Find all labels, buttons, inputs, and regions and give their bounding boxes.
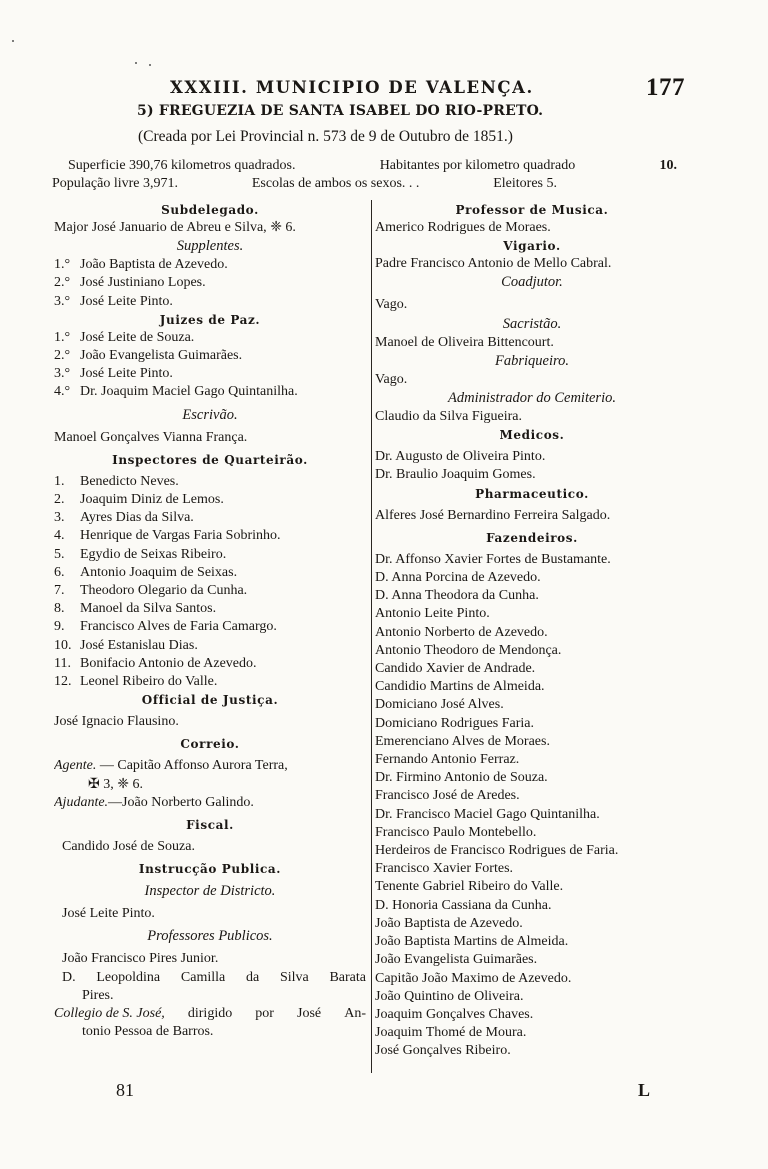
professor-entry-1: João Francisco Pires Junior. bbox=[62, 951, 219, 967]
juiz-entry bbox=[54, 347, 366, 365]
juiz-number: 3.° bbox=[54, 366, 71, 382]
subdelegado-entry bbox=[54, 219, 366, 237]
statistics-line-1 bbox=[52, 157, 677, 175]
inspector-name: Francisco Alves de Faria Camargo. bbox=[80, 619, 277, 635]
inspector-number: 12. bbox=[54, 674, 72, 690]
ajudante-name: —João Norberto Galindo. bbox=[108, 794, 254, 810]
statistics-line-2 bbox=[52, 175, 557, 193]
fazendeiro-entry: D. Honoria Cassiana da Cunha. bbox=[375, 897, 552, 913]
inspector-name: Egydio de Seixas Ribeiro. bbox=[80, 546, 227, 562]
juiz-number: 4.° bbox=[54, 384, 71, 400]
supplente-entry bbox=[54, 274, 366, 292]
area-stat: Superficie 390,76 kilometros quadrados. bbox=[68, 158, 296, 173]
collegio-word: An- bbox=[344, 1006, 366, 1022]
inspector-number: 10. bbox=[54, 637, 72, 653]
heading-vigario: Vigario. bbox=[503, 239, 561, 254]
order-decoration-icon: ❈ 6. bbox=[270, 220, 296, 235]
inspector-number: 5. bbox=[54, 546, 65, 562]
fiscal-entry: Candido José de Souza. bbox=[62, 839, 195, 855]
heading-professores: Professores Publicos. bbox=[147, 928, 273, 945]
inspector-entry bbox=[54, 582, 366, 600]
collegio-entry bbox=[54, 1005, 366, 1023]
left-column bbox=[54, 201, 366, 1042]
heading-juizes: Juizes de Paz. bbox=[159, 312, 261, 327]
juiz-name: José Leite Pinto. bbox=[80, 366, 173, 382]
fazendeiro-entry: Domiciano José Alves. bbox=[375, 697, 504, 713]
heading-fabriqueiro: Fabriqueiro. bbox=[495, 352, 569, 369]
heading-subdelegado: Subdelegado. bbox=[161, 203, 259, 217]
inspector-name: Manoel da Silva Santos. bbox=[80, 601, 217, 617]
inspector-name: Henrique de Vargas Faria Sobrinho. bbox=[80, 528, 281, 544]
heading-official: Official de Justiça. bbox=[141, 693, 279, 708]
heading-administrador: Administrador do Cemiterio. bbox=[448, 390, 616, 407]
fazendeiros-list bbox=[375, 551, 689, 1061]
vigario-entry: Padre Francisco Antonio de Mello Cabral. bbox=[375, 256, 612, 272]
subdelegado-name: Major José Januario de Abreu e Silva, bbox=[54, 220, 267, 235]
sacristao-entry: Manoel de Oliveira Bittencourt. bbox=[375, 334, 554, 350]
inspector-name: José Estanislau Dias. bbox=[80, 637, 198, 653]
fazendeiro-entry: Candidio Martins de Almeida. bbox=[375, 679, 545, 695]
fazendeiro-entry: Herdeiros de Francisco Rodrigues de Faria. bbox=[375, 843, 619, 859]
fazendeiro-entry: Francisco Paulo Montebello. bbox=[375, 824, 537, 840]
juiz-entry bbox=[54, 329, 366, 347]
agente-name: — Capitão Affonso Aurora Terra, bbox=[99, 758, 288, 774]
heading-sacristao: Sacristão. bbox=[502, 315, 562, 332]
fazendeiro-entry: D. Anna Porcina de Azevedo. bbox=[375, 570, 541, 586]
inspector-entry bbox=[54, 564, 366, 582]
juiz-number: 1.° bbox=[54, 329, 71, 345]
professor-entry-2 bbox=[54, 969, 366, 987]
heading-inspectores: Inspectores de Quarteirão. bbox=[112, 452, 308, 467]
inspector-entry bbox=[54, 527, 366, 545]
fazendeiro-entry: Antonio Norberto de Azevedo. bbox=[375, 624, 548, 640]
signature-letter: L bbox=[638, 1080, 651, 1100]
section-title: XXXIII. MUNICIPIO DE VALENÇA. bbox=[170, 78, 534, 97]
heading-supplentes: Supplentes. bbox=[176, 238, 244, 255]
collegio-word: José bbox=[297, 1006, 322, 1022]
juiz-entry bbox=[54, 365, 366, 383]
print-speck bbox=[149, 64, 151, 66]
inspector-number: 7. bbox=[54, 583, 65, 599]
supplente-entry bbox=[54, 293, 366, 311]
heading-fiscal: Fiscal. bbox=[186, 818, 234, 833]
running-header bbox=[0, 76, 768, 104]
official-entry: José Ignacio Flausino. bbox=[54, 714, 179, 730]
electors-stat: Eleitores 5. bbox=[493, 176, 557, 191]
administrador-entry: Claudio da Silva Figueira. bbox=[375, 409, 522, 425]
fazendeiro-entry: Capitão João Maximo de Azevedo. bbox=[375, 970, 572, 986]
fazendeiro-entry: Dr. Firmino Antonio de Souza. bbox=[375, 770, 548, 786]
inspector-entry bbox=[54, 600, 366, 618]
statistics-block bbox=[52, 157, 677, 193]
fazendeiro-entry: Antonio Theodoro de Mendonça. bbox=[375, 642, 562, 658]
fazendeiro-entry: Antonio Leite Pinto. bbox=[375, 606, 490, 622]
professor-musica-entry: Americo Rodrigues de Moraes. bbox=[375, 220, 551, 235]
inspector-number: 4. bbox=[54, 528, 65, 544]
population-stat: População livre 3,971. bbox=[52, 176, 178, 191]
supplente-number: 1.° bbox=[54, 257, 71, 273]
inspector-entry bbox=[54, 618, 366, 636]
page-number: 177 bbox=[646, 74, 685, 101]
density-value: 10. bbox=[659, 158, 677, 173]
inspector-number: 9. bbox=[54, 619, 65, 635]
fazendeiro-entry: Francisco Xavier Fortes. bbox=[375, 861, 514, 877]
heading-fazendeiros: Fazendeiros. bbox=[486, 530, 578, 545]
signature-number: 81 bbox=[116, 1080, 134, 1100]
professor-2-word: da bbox=[245, 969, 260, 985]
professor-entry-2-cont: Pires. bbox=[82, 987, 114, 1003]
collegio-word: dirigido bbox=[187, 1006, 233, 1022]
supplente-entry bbox=[54, 256, 366, 274]
inspector-number: 1. bbox=[54, 473, 65, 489]
medicos-list bbox=[375, 448, 689, 484]
heading-escrivao: Escrivão. bbox=[182, 406, 238, 423]
inspector-name: Antonio Joaquim de Seixas. bbox=[80, 564, 238, 580]
collegio-word: por bbox=[255, 1006, 274, 1022]
density-label: Habitantes por kilometro quadrado bbox=[379, 158, 576, 173]
print-speck bbox=[12, 40, 14, 42]
inspector-entry bbox=[54, 491, 366, 509]
inspector-entry bbox=[54, 655, 366, 673]
inspector-entry: José Leite Pinto. bbox=[62, 906, 155, 922]
fazendeiro-entry: João Evangelista Guimarães. bbox=[375, 952, 538, 968]
right-column bbox=[375, 201, 689, 1061]
inspector-number: 3. bbox=[54, 510, 65, 526]
inspector-entry bbox=[54, 637, 366, 655]
column-divider bbox=[371, 200, 372, 1073]
ajudante-entry bbox=[54, 794, 366, 812]
professor-2-word: Barata bbox=[329, 969, 366, 985]
juiz-name: Dr. Joaquim Maciel Gago Quintanilha. bbox=[80, 384, 298, 400]
heading-professor-musica: Professor de Musica. bbox=[455, 203, 609, 217]
agente-entry bbox=[54, 757, 366, 775]
inspector-entry bbox=[54, 546, 366, 564]
fazendeiro-entry: João Quintino de Oliveira. bbox=[375, 988, 524, 1004]
inspector-name: Benedicto Neves. bbox=[80, 473, 179, 489]
fazendeiro-entry: Emerenciano Alves de Moraes. bbox=[375, 733, 550, 749]
heading-medicos: Medicos. bbox=[499, 428, 565, 443]
ajudante-label: Ajudante. bbox=[54, 794, 109, 810]
creation-note: (Creada por Lei Provincial n. 573 de 9 de Outubro de 1851.) bbox=[138, 128, 513, 145]
supplente-number: 2.° bbox=[54, 275, 71, 291]
supplente-name: João Baptista de Azevedo. bbox=[80, 257, 228, 273]
coadjutor-entry: Vago. bbox=[375, 297, 408, 313]
fazendeiro-entry: Tenente Gabriel Ribeiro do Valle. bbox=[375, 879, 564, 895]
collegio-entry-cont: tonio Pessoa de Barros. bbox=[82, 1024, 214, 1040]
agente-label: Agente. bbox=[54, 758, 97, 774]
inspector-number: 6. bbox=[54, 564, 65, 580]
print-speck bbox=[135, 62, 137, 64]
medico-entry: Dr. Braulio Joaquim Gomes. bbox=[375, 467, 536, 483]
inspector-name: Ayres Dias da Silva. bbox=[80, 510, 194, 526]
inspector-entry bbox=[54, 673, 366, 691]
professor-2-word: Camilla bbox=[180, 969, 226, 985]
escrivao-entry: Manoel Gonçalves Vianna França. bbox=[54, 429, 248, 445]
juizes-list bbox=[54, 329, 366, 402]
heading-correio: Correio. bbox=[180, 737, 240, 752]
supplente-name: José Leite Pinto. bbox=[80, 293, 173, 309]
fazendeiro-entry: José Gonçalves Ribeiro. bbox=[375, 1043, 511, 1059]
fazendeiro-entry: João Baptista Martins de Almeida. bbox=[375, 934, 569, 950]
professor-2-word: Leopoldina bbox=[96, 969, 161, 985]
inspector-number: 11. bbox=[54, 655, 71, 671]
fazendeiro-entry: Domiciano Rodrigues Faria. bbox=[375, 715, 535, 731]
inspector-name: Leonel Ribeiro do Valle. bbox=[80, 674, 218, 690]
collegio-label: Collegio de S. José, bbox=[54, 1006, 165, 1022]
fazendeiro-entry: Dr. Francisco Maciel Gago Quintanilha. bbox=[375, 806, 600, 822]
juiz-number: 2.° bbox=[54, 348, 71, 364]
heading-instruccao: Instrucção Publica. bbox=[138, 862, 282, 877]
fazendeiro-entry: Candido Xavier de Andrade. bbox=[375, 661, 536, 677]
fazendeiro-entry: Joaquim Thomé de Moura. bbox=[375, 1025, 527, 1041]
professor-2-word: D. bbox=[62, 969, 76, 985]
inspector-name: Bonifacio Antonio de Azevedo. bbox=[80, 655, 257, 671]
inspector-entry bbox=[54, 509, 366, 527]
inspector-number: 8. bbox=[54, 601, 65, 617]
inspector-name: Joaquim Diniz de Lemos. bbox=[80, 492, 224, 508]
heading-inspector-districto: Inspector de Districto. bbox=[144, 883, 276, 900]
supplente-name: José Justiniano Lopes. bbox=[80, 275, 206, 291]
inspector-number: 2. bbox=[54, 492, 65, 508]
agente-decorations: ✠ 3, ❈ 6. bbox=[88, 776, 143, 792]
juiz-name: João Evangelista Guimarães. bbox=[80, 348, 243, 364]
pharmaceutico-entry: Alferes José Bernardino Ferreira Salgado. bbox=[375, 507, 611, 523]
fazendeiro-entry: Francisco José de Aredes. bbox=[375, 788, 520, 804]
fazendeiro-entry: João Baptista de Azevedo. bbox=[375, 915, 523, 931]
parish-title: 5) FREGUEZIA DE SANTA ISABEL DO RIO-PRETO. bbox=[137, 103, 544, 119]
heading-coadjutor: Coadjutor. bbox=[501, 274, 563, 291]
schools-stat: Escolas de ambos os sexos. . . bbox=[251, 176, 420, 191]
supplentes-list bbox=[54, 256, 366, 311]
inspector-entry bbox=[54, 473, 366, 491]
medico-entry: Dr. Augusto de Oliveira Pinto. bbox=[375, 449, 546, 465]
fazendeiro-entry: Fernando Antonio Ferraz. bbox=[375, 752, 520, 768]
fazendeiro-entry: D. Anna Theodora da Cunha. bbox=[375, 588, 539, 604]
fabriqueiro-entry: Vago. bbox=[375, 371, 408, 387]
juiz-entry bbox=[54, 383, 366, 401]
juiz-name: José Leite de Souza. bbox=[80, 329, 195, 345]
inspector-name: Theodoro Olegario da Cunha. bbox=[80, 583, 248, 599]
heading-pharmaceutico: Pharmaceutico. bbox=[475, 486, 589, 501]
supplente-number: 3.° bbox=[54, 293, 71, 309]
professor-2-word: Silva bbox=[279, 969, 309, 985]
inspectores-list bbox=[54, 473, 366, 691]
fazendeiro-entry: Joaquim Gonçalves Chaves. bbox=[375, 1006, 534, 1022]
fazendeiro-entry: Dr. Affonso Xavier Fortes de Bustamante. bbox=[375, 551, 611, 567]
